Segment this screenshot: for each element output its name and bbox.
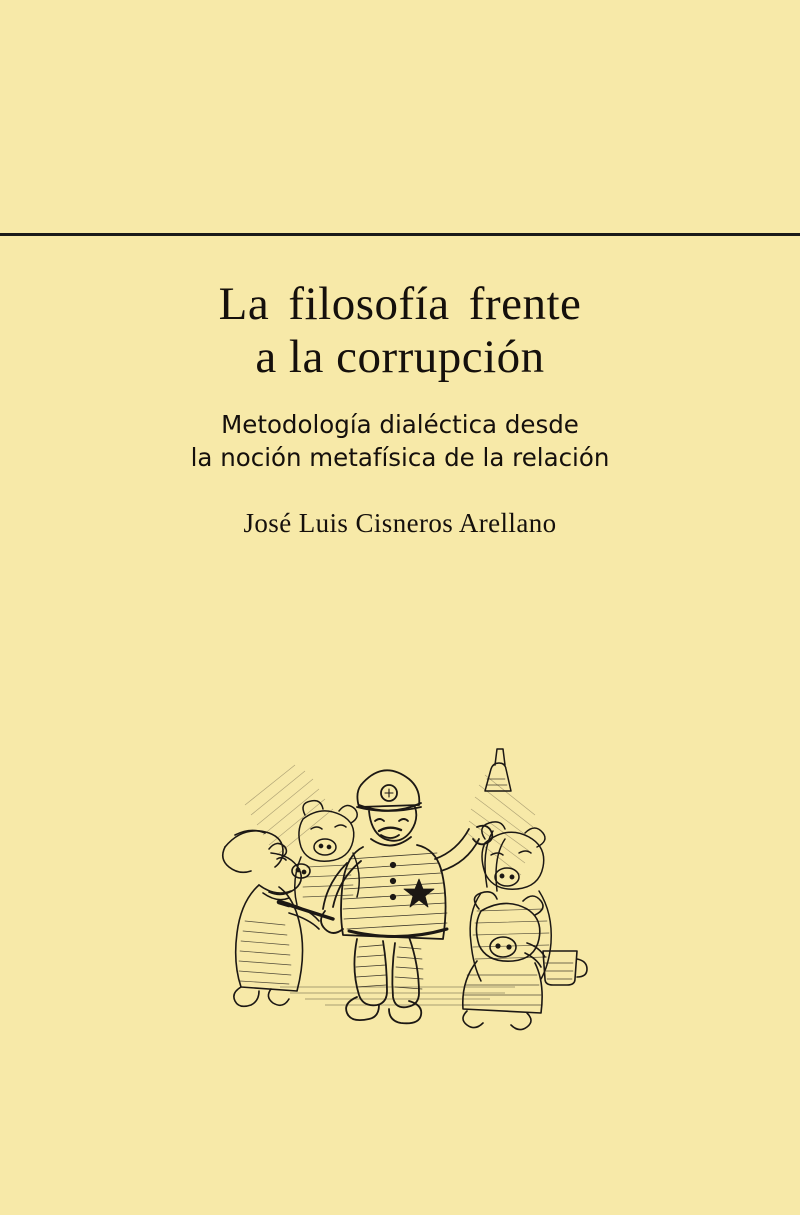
book-title-line-2: a la corrupción [255,330,545,383]
book-subtitle [60,409,740,474]
cover-illustration [185,735,615,1035]
header-rule [0,233,800,236]
book-subtitle-line-2: la noción metafísica de la relación [190,442,610,472]
book-author: José Luis Cisneros Arellano [243,507,557,538]
book-subtitle-line-1: Metodología dialéctica desde [221,410,579,440]
book-title-line-1: La filosofía frente [218,278,582,330]
title-block [0,278,800,539]
